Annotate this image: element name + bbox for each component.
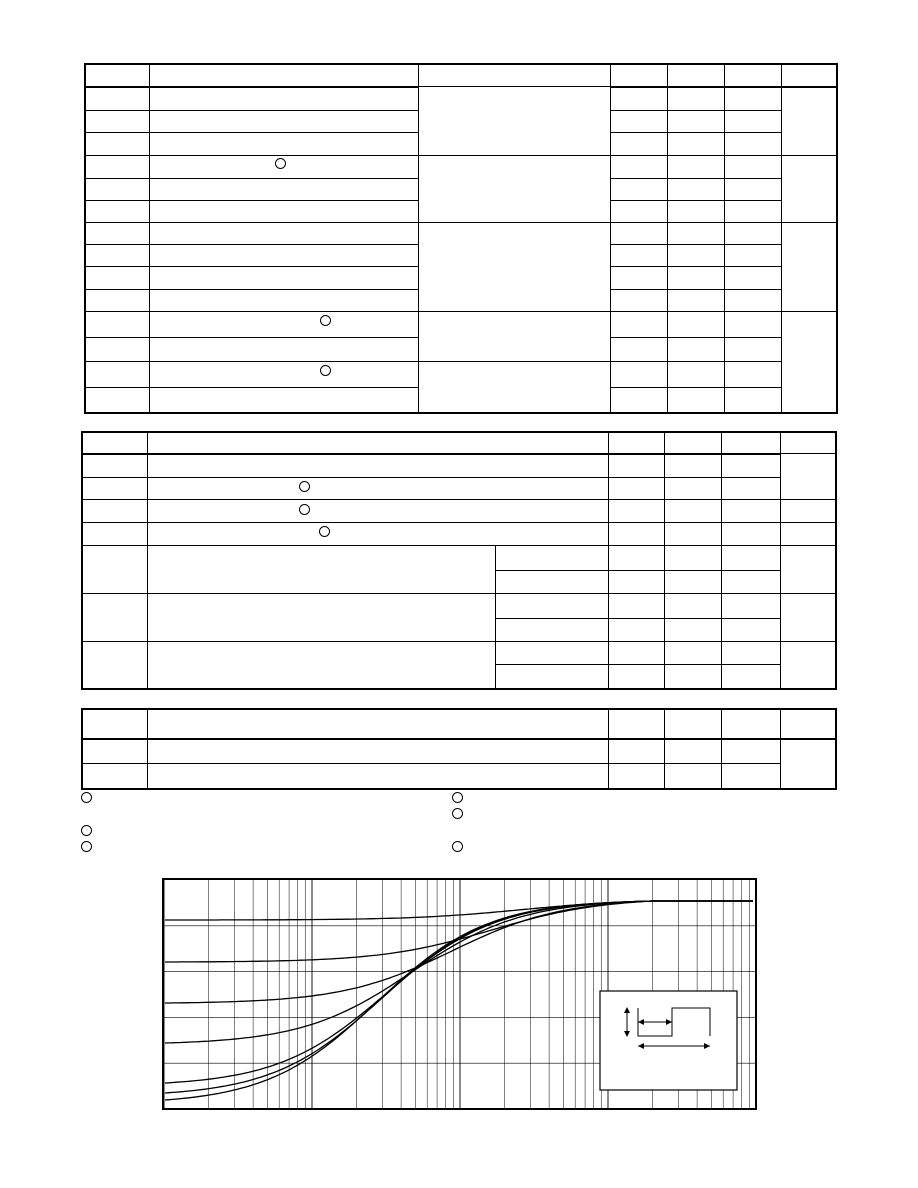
row-rule xyxy=(83,499,835,500)
merged-cell xyxy=(781,454,835,498)
footnote-marker-icon xyxy=(320,365,331,376)
merged-cell xyxy=(419,362,610,412)
row-rule xyxy=(83,593,835,594)
col-rule xyxy=(664,433,665,688)
col-rule xyxy=(608,710,609,788)
col-rule xyxy=(724,65,725,412)
row-rule xyxy=(495,664,781,665)
transient-response-graph xyxy=(162,878,758,1111)
col-rule xyxy=(147,710,148,788)
col-rule xyxy=(781,65,782,412)
row-rule xyxy=(83,522,835,523)
merged-cell xyxy=(781,642,835,688)
footnote-marker-icon xyxy=(299,481,310,492)
thermal-characteristics-table xyxy=(81,708,837,790)
col-rule xyxy=(780,710,781,788)
col-rule xyxy=(147,433,148,688)
merged-cell xyxy=(419,87,610,154)
merged-cell xyxy=(781,546,835,593)
switching-characteristics-table xyxy=(81,431,837,690)
footnote-5-marker-icon xyxy=(452,808,463,819)
row-rule xyxy=(83,477,781,478)
row-rule xyxy=(83,545,835,546)
merged-cell xyxy=(419,156,610,222)
footnote-4-marker-icon xyxy=(452,792,463,803)
col-rule xyxy=(608,433,609,688)
footnote-marker-icon xyxy=(320,315,331,326)
row-rule xyxy=(83,763,781,764)
electrical-characteristics-table xyxy=(84,63,838,414)
merged-cell xyxy=(781,594,835,641)
footnote-2-marker-icon xyxy=(81,825,92,836)
col-rule xyxy=(721,433,722,688)
pulse-waveform-inset xyxy=(600,991,737,1090)
header-rule xyxy=(83,738,835,740)
row-rule xyxy=(495,570,781,571)
merged-cell xyxy=(419,312,610,361)
col-rule xyxy=(721,710,722,788)
header-rule xyxy=(83,453,835,455)
col-rule xyxy=(149,65,150,412)
col-rule xyxy=(495,545,496,688)
row-rule xyxy=(495,618,781,619)
row-rule xyxy=(83,641,835,642)
col-rule xyxy=(664,710,665,788)
inset-frame xyxy=(600,991,737,1090)
footnote-marker-icon xyxy=(299,504,310,515)
footnote-marker-icon xyxy=(275,158,286,169)
footnote-marker-icon xyxy=(319,526,330,537)
footnote-3-marker-icon xyxy=(81,841,92,852)
col-rule xyxy=(610,65,611,412)
footnote-6-marker-icon xyxy=(452,841,463,852)
footnote-1-marker-icon xyxy=(81,792,92,803)
merged-cell xyxy=(419,223,610,311)
col-rule xyxy=(667,65,668,412)
